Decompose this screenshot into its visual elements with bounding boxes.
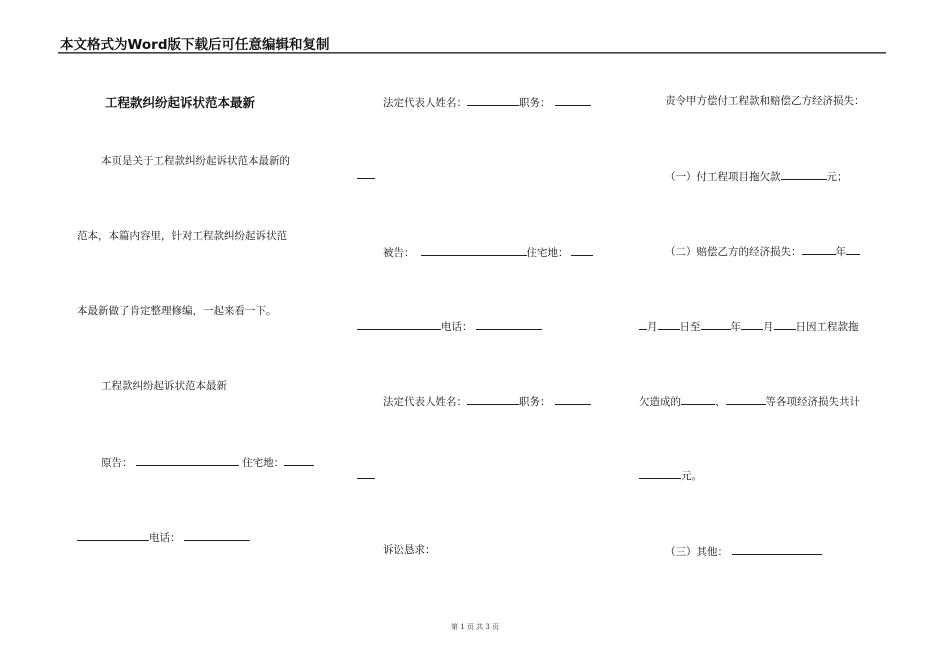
plaintiff-phone-blank xyxy=(184,529,250,541)
period-month-blank xyxy=(741,318,763,330)
loss-total-unit: 元。 xyxy=(681,470,702,482)
section-subtitle: 工程款纠纷起诉状范本最新 xyxy=(101,380,227,392)
loss-blank-2 xyxy=(726,393,766,405)
period-reason-text: 日因工程款拖 xyxy=(795,321,859,333)
claim-item-2 xyxy=(665,243,860,259)
claims-label: 诉讼恳求： xyxy=(383,544,436,556)
defendant-phone-blank xyxy=(476,318,542,330)
loss-total-text: 等各项经济损失共计 xyxy=(765,396,860,408)
claim-item-2-year-blank xyxy=(802,243,836,255)
claim-item-2-tail-blank xyxy=(846,243,860,255)
page-number: 第 1 页 共 3 页 xyxy=(450,623,500,631)
plaintiff-label: 原告： xyxy=(101,457,133,469)
defendant-label: 被告： xyxy=(383,247,415,259)
intro-line-1: 本页是关于工程款纠纷起诉状范本最新的 xyxy=(101,155,290,167)
claim-item-3-text: （三）其他： xyxy=(665,546,728,558)
loss-separator: 、 xyxy=(715,396,726,408)
period-lead-blank xyxy=(639,318,647,330)
rep-position-label: 职务： xyxy=(519,97,551,109)
rep-continuation-row xyxy=(357,167,375,183)
defendant-phone-label: 电话： xyxy=(441,321,473,333)
intro-line-2: 范本，本篇内容里，针对工程款纠纷起诉状范 xyxy=(77,230,287,242)
loss-cause-text: 欠造成的 xyxy=(639,396,681,408)
plaintiff-phone-label: 电话： xyxy=(149,532,181,544)
defendant-row xyxy=(383,244,593,260)
plaintiff-address-label: 住宅地： xyxy=(242,457,285,469)
rep-position-blank-2 xyxy=(555,393,591,405)
claim-total-row xyxy=(639,467,702,483)
rep-continuation-blank xyxy=(357,167,375,179)
loss-total-blank xyxy=(639,467,681,479)
claim-item-3-blank xyxy=(732,543,822,555)
plaintiff-phone-row xyxy=(77,529,250,545)
rep-name-label: 法定代表人姓名： xyxy=(383,97,467,109)
defendant-address-label: 住宅地： xyxy=(526,247,569,259)
period-year-label: 年 xyxy=(730,321,741,333)
claim-item-1-text: （一）付工程项目拖欠款 xyxy=(665,171,781,183)
rep-position-label-2: 职务： xyxy=(519,396,551,408)
claim-item-1-blank xyxy=(781,168,827,180)
period-day-blank-2 xyxy=(774,318,796,330)
period-month-label-2: 月 xyxy=(763,321,774,333)
plaintiff-address-cont-blank xyxy=(77,529,149,541)
period-month-label: 月 xyxy=(647,321,658,333)
claim-item-3 xyxy=(665,543,822,559)
intro-line-3: 本最新做了肯定整理修编，一起来看一下。 xyxy=(77,305,277,317)
claim-item-2-text: （二）赔偿乙方的经济损失： xyxy=(665,246,802,258)
claim-item-2-year: 年 xyxy=(835,246,846,258)
rep-name-blank-2 xyxy=(467,393,519,405)
claim-item-1-unit: 元； xyxy=(826,171,848,183)
rep-continuation-blank-2 xyxy=(357,467,375,479)
rep-continuation-row-2 xyxy=(357,467,375,483)
period-year-blank xyxy=(701,318,731,330)
defendant-address-blank xyxy=(571,244,593,256)
defendant-address-cont-blank xyxy=(357,318,441,330)
rep-name-blank xyxy=(467,94,519,106)
claim-loss-row xyxy=(639,393,860,409)
defendant-phone-row xyxy=(357,318,542,334)
plaintiff-row xyxy=(101,454,314,470)
defendant-blank xyxy=(421,244,527,256)
plaintiff-address-blank xyxy=(284,454,314,466)
plaintiff-blank xyxy=(136,454,239,466)
period-day-blank xyxy=(658,318,680,330)
claim-intro: 责令甲方偿付工程款和赔偿乙方经济损失： xyxy=(665,95,865,107)
loss-blank-1 xyxy=(681,393,715,405)
plaintiff-rep-row xyxy=(383,94,591,110)
defendant-rep-row xyxy=(383,393,591,409)
period-to-label: 日至 xyxy=(679,321,701,333)
claim-item-1 xyxy=(665,168,848,184)
header-title: 本文格式为Word版下载后可任意编辑和复制 xyxy=(60,37,330,53)
document-title: 工程款纠纷起诉状范本最新 xyxy=(105,95,256,110)
rep-position-blank xyxy=(555,94,591,106)
rep-name-label-2: 法定代表人姓名： xyxy=(383,396,467,408)
header-divider xyxy=(58,52,886,54)
claim-period-row xyxy=(639,318,859,334)
